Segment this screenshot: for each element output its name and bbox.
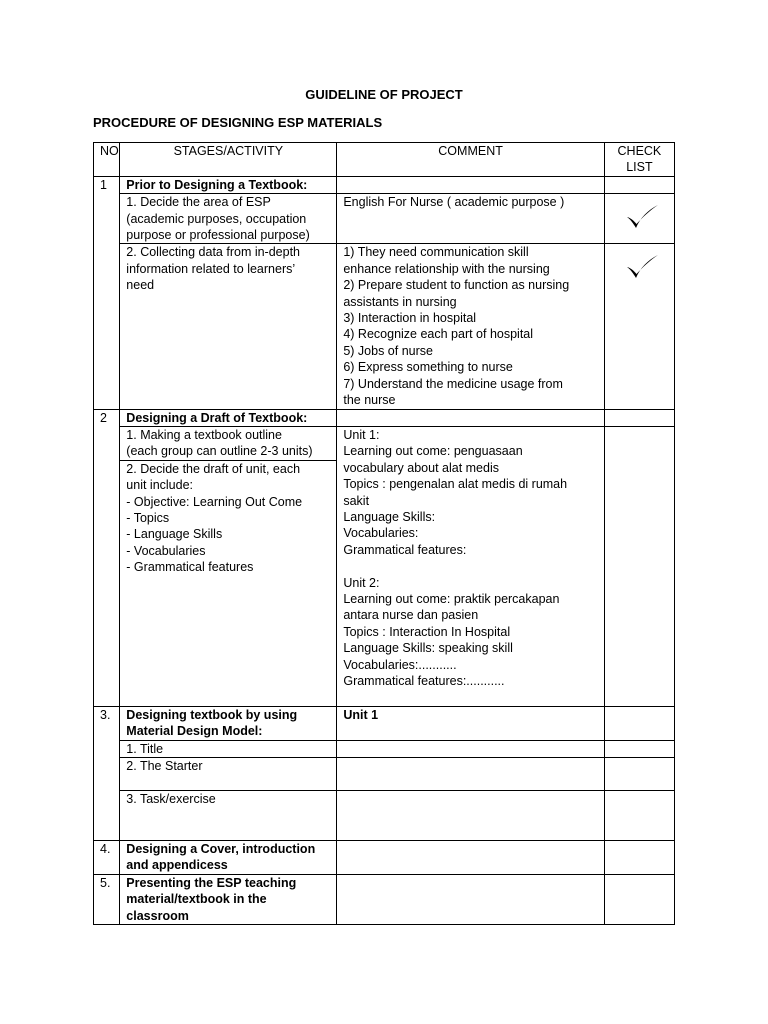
check-cell xyxy=(604,740,674,757)
comment-cell xyxy=(337,426,604,706)
table-row xyxy=(94,757,675,790)
text-line: antara nurse dan pasien xyxy=(343,608,479,623)
header-stage: STAGES/ACTIVITY xyxy=(120,143,337,177)
text-line: Topics : pengenalan alat medis di rumah xyxy=(343,477,568,492)
text-line: classroom xyxy=(126,908,189,923)
check-cell xyxy=(604,244,674,409)
check-cell xyxy=(604,409,674,426)
row-number: 1 xyxy=(94,176,120,409)
text-line: 1. Making a textbook outline xyxy=(126,427,282,442)
row-number: 5. xyxy=(94,874,120,924)
stage-cell: 1. Title xyxy=(120,740,337,757)
text-line: English For Nurse ( academic purpose ) xyxy=(343,195,565,210)
table-row xyxy=(94,790,675,840)
stage-cell: 2. The Starter xyxy=(120,757,337,790)
text-line: the nurse xyxy=(343,393,396,408)
check-cell xyxy=(604,176,674,193)
comment-cell xyxy=(337,840,604,874)
row-heading xyxy=(120,706,337,740)
text-line: 7) Understand the medicine usage from xyxy=(343,376,563,391)
text-line: purpose or professional purpose) xyxy=(126,228,310,243)
text-line: Topics : Interaction In Hospital xyxy=(343,624,511,639)
text-line: - Vocabularies xyxy=(126,543,206,558)
stage-cell xyxy=(120,194,337,244)
text-line: - Language Skills xyxy=(126,527,223,542)
table-header-row xyxy=(94,143,675,177)
text-line: 2. Decide the draft of unit, each xyxy=(126,461,301,476)
text-line: 1. Decide the area of ESP xyxy=(126,195,271,210)
text-line: (each group can outline 2-3 units) xyxy=(126,444,313,459)
table-row xyxy=(94,840,675,874)
checkmark-icon xyxy=(625,204,659,230)
text-line: 3) Interaction in hospital xyxy=(343,311,477,326)
table-row xyxy=(94,244,675,409)
header-no: NO xyxy=(94,143,120,177)
table-row xyxy=(94,426,675,460)
text-line: (academic purposes, occupation xyxy=(126,211,307,226)
text-line: 2. Collecting data from in-depth xyxy=(126,245,301,260)
table-row xyxy=(94,874,675,924)
text-line: Language Skills: xyxy=(343,509,436,524)
comment-cell xyxy=(337,409,604,426)
check-cell xyxy=(604,840,674,874)
stage-cell xyxy=(120,460,337,706)
row-number: 3. xyxy=(94,706,120,840)
table-row xyxy=(94,409,675,426)
document-title: GUIDELINE OF PROJECT xyxy=(305,87,463,102)
table-row xyxy=(94,176,675,193)
check-cell xyxy=(604,790,674,840)
comment-cell xyxy=(337,757,604,790)
text-line: assistants in nursing xyxy=(343,294,457,309)
text-line: 4) Recognize each part of hospital xyxy=(343,327,534,342)
header-check: CHECK LIST xyxy=(604,143,674,177)
table-row xyxy=(94,194,675,244)
checkmark-icon xyxy=(625,254,659,280)
stage-cell: 3. Task/exercise xyxy=(120,790,337,840)
text-line: Learning out come: praktik percakapan xyxy=(343,591,560,606)
text-line: vocabulary about alat medis xyxy=(343,460,499,475)
row-heading: Designing a Draft of Textbook: xyxy=(120,409,337,426)
check-cell xyxy=(604,706,674,740)
text-line: Vocabularies:........... xyxy=(343,657,457,672)
text-line: Unit 2: xyxy=(343,575,380,590)
text-line: material/textbook in the xyxy=(126,892,267,907)
check-cell xyxy=(604,194,674,244)
text-line: Designing a Cover, introduction xyxy=(126,841,316,856)
text-line: Grammatical features:........... xyxy=(343,674,505,688)
text-line: Presenting the ESP teaching xyxy=(126,875,297,890)
text-line: - Grammatical features xyxy=(126,560,254,575)
stage-cell xyxy=(120,244,337,409)
check-cell xyxy=(604,426,674,706)
text-line: sakit xyxy=(343,493,370,508)
row-heading xyxy=(120,874,337,924)
table-row xyxy=(94,706,675,740)
comment-cell: Unit 1 xyxy=(337,706,604,740)
check-cell xyxy=(604,874,674,924)
row-number: 2 xyxy=(94,409,120,706)
text-line: Grammatical features: xyxy=(343,542,467,557)
comment-cell xyxy=(337,244,604,409)
text-line: Learning out come: penguasaan xyxy=(343,444,523,459)
comment-cell xyxy=(337,874,604,924)
row-heading: Prior to Designing a Textbook: xyxy=(120,176,337,193)
text-line: Unit 1: xyxy=(343,427,380,442)
guideline-table xyxy=(93,142,675,925)
text-line: Vocabularies: xyxy=(343,526,419,541)
document-subtitle: PROCEDURE OF DESIGNING ESP MATERIALS xyxy=(93,115,383,130)
table-row xyxy=(94,740,675,757)
stage-cell xyxy=(120,426,337,460)
text-line: unit include: xyxy=(126,478,194,493)
text-line: - Topics xyxy=(126,510,170,525)
comment-cell xyxy=(337,176,604,193)
header-comment: COMMENT xyxy=(337,143,604,177)
row-heading xyxy=(120,840,337,874)
text-line: Designing textbook by using xyxy=(126,707,298,722)
text-line: 1) They need communication skill xyxy=(343,245,529,260)
text-line: 5) Jobs of nurse xyxy=(343,343,433,358)
comment-cell xyxy=(337,740,604,757)
text-line xyxy=(343,558,597,574)
text-line: need xyxy=(126,278,155,293)
text-line: information related to learners’ xyxy=(126,261,296,276)
text-line: Material Design Model: xyxy=(126,724,263,739)
text-line: 6) Express something to nurse xyxy=(343,360,513,375)
row-number: 4. xyxy=(94,840,120,874)
check-cell xyxy=(604,757,674,790)
text-line: Language Skills: speaking skill xyxy=(343,641,513,656)
text-line: 2) Prepare student to function as nursing xyxy=(343,278,570,293)
text-line: - Objective: Learning Out Come xyxy=(126,494,303,509)
text-line: enhance relationship with the nursing xyxy=(343,261,550,276)
comment-cell xyxy=(337,790,604,840)
text-line: and appendicess xyxy=(126,858,228,873)
comment-cell xyxy=(337,194,604,244)
